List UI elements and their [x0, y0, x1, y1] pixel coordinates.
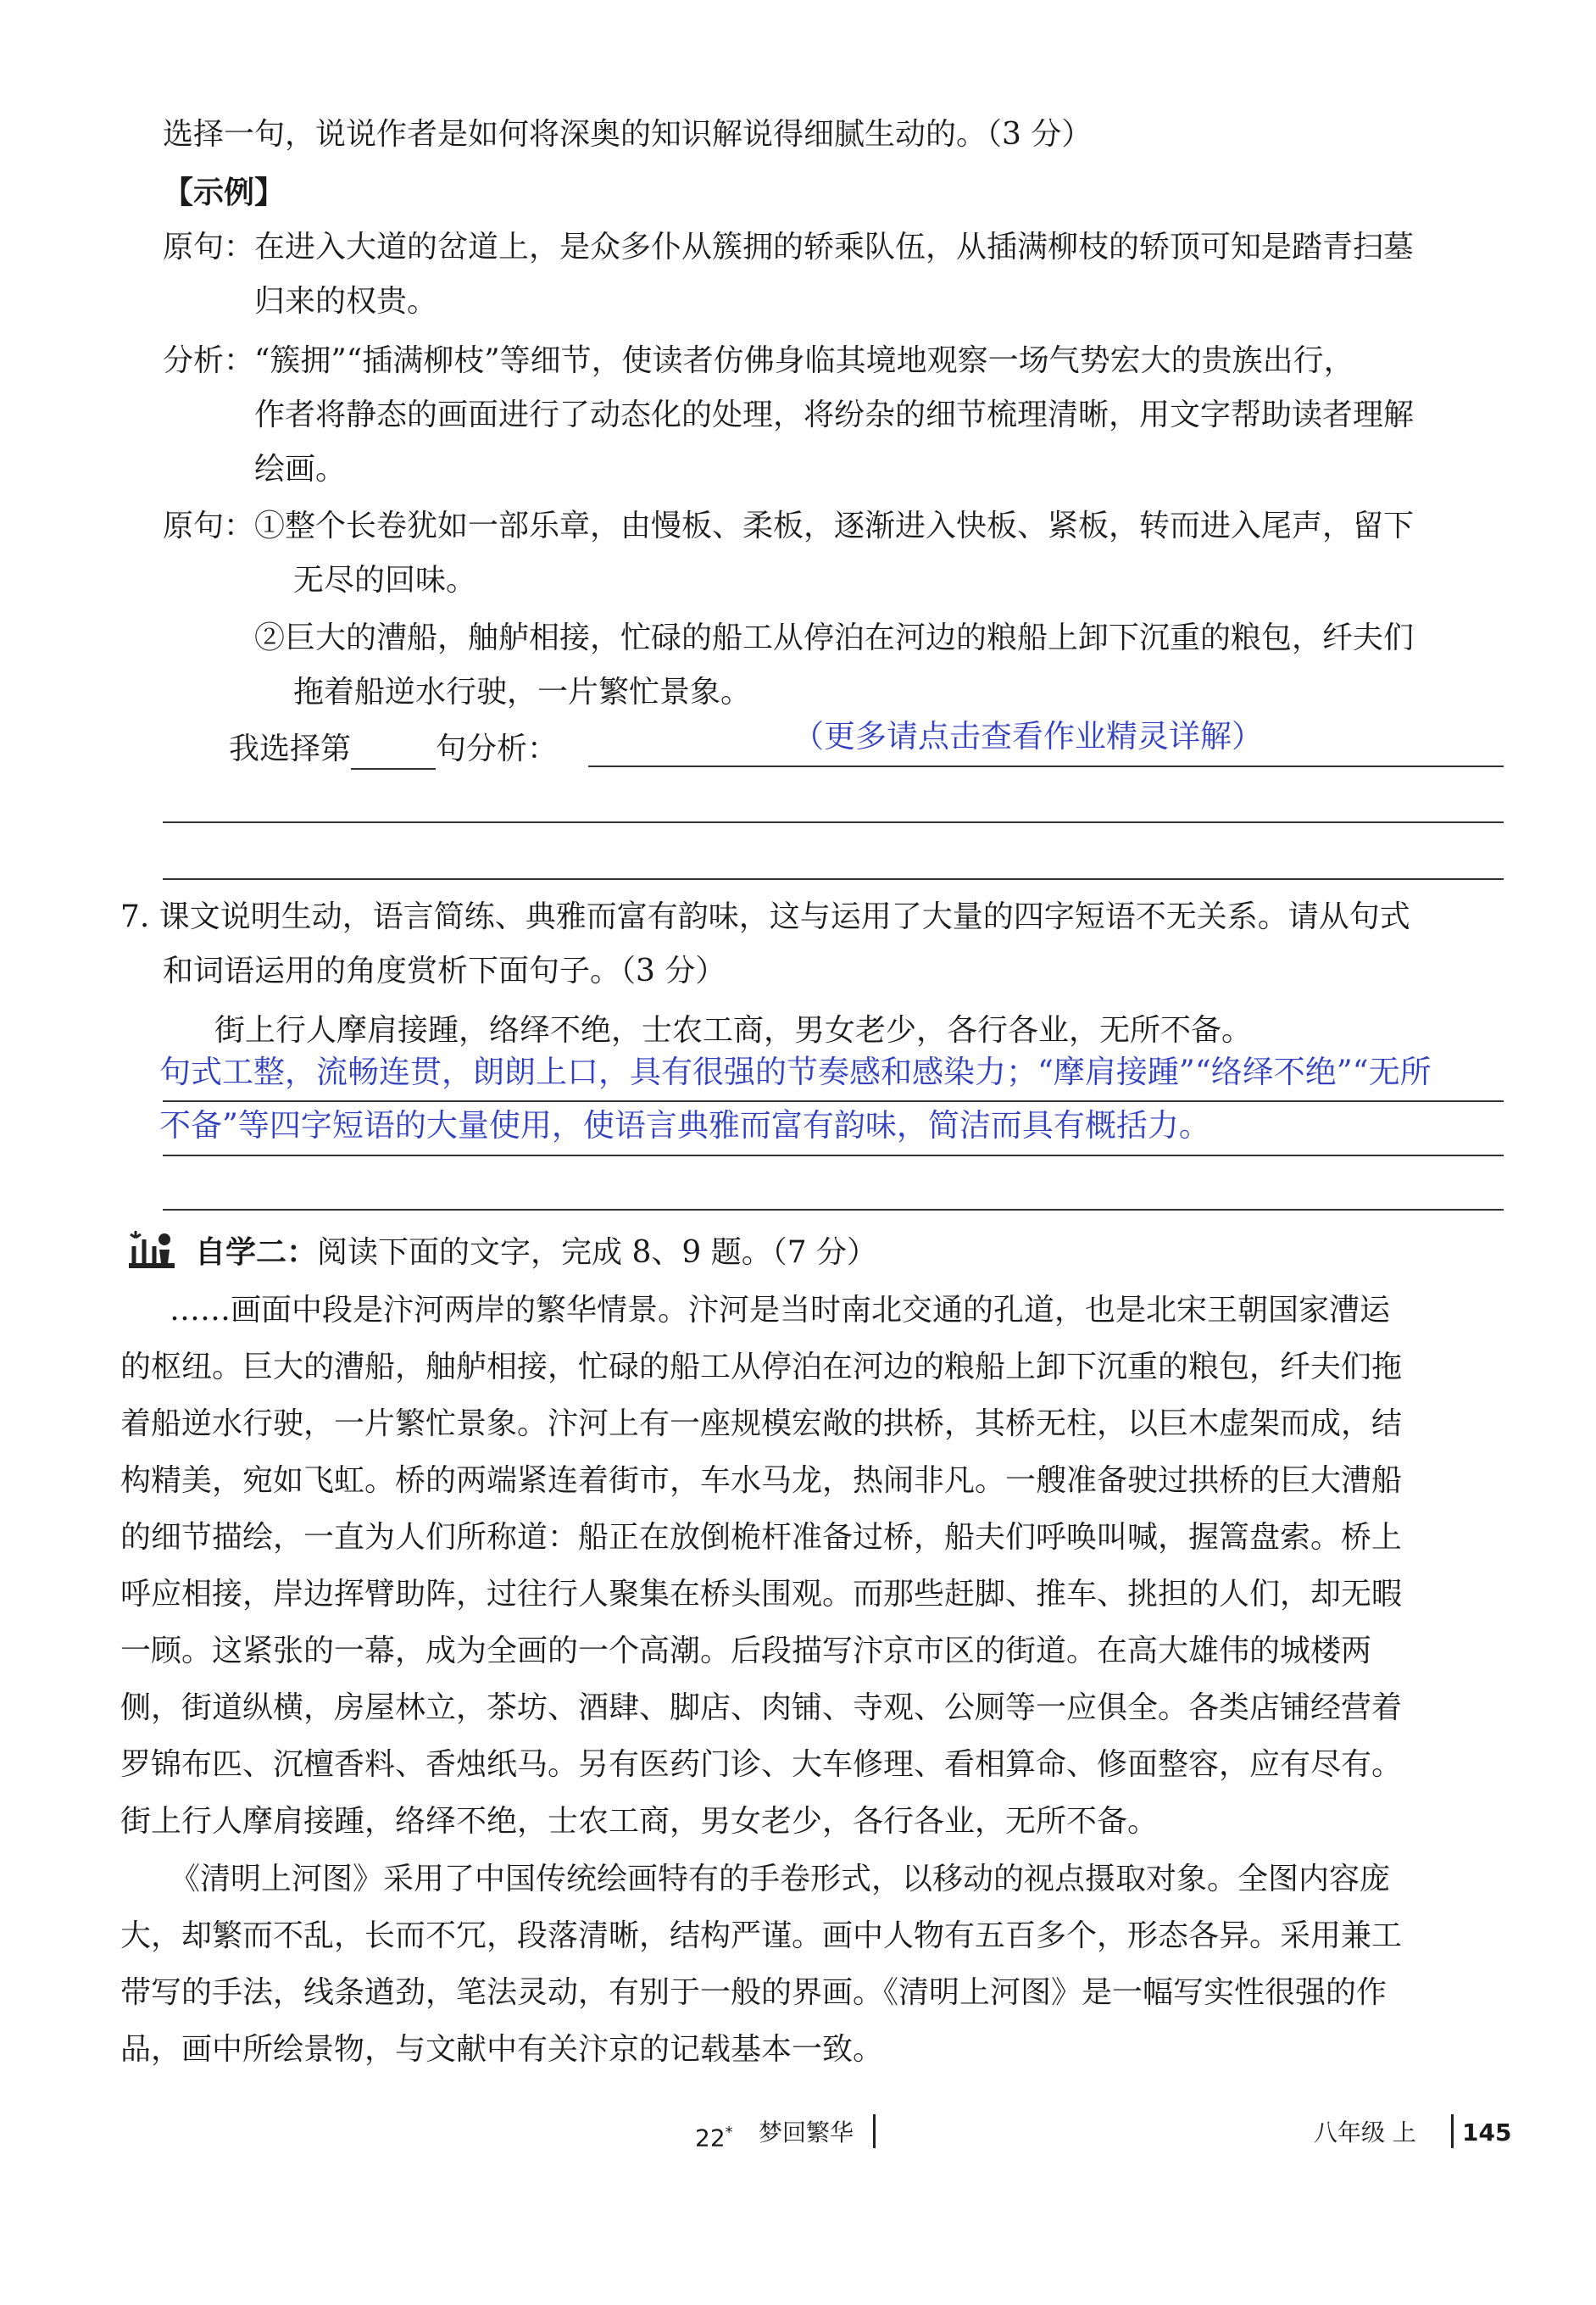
passage-line: 《清明上河图》采用了中国传统绘画特有的手卷形式，以移动的视点摄取对象。全图内容庞 [170, 1862, 1391, 1896]
answer-line [163, 1155, 1504, 1156]
passage-line: 着船逆水行驶，一片繁忙景象。汴河上有一座规模宏敞的拱桥，其桥无柱，以巨木虚架而成，结 [120, 1406, 1403, 1441]
passage-line: 的枢纽。巨大的漕船，舳舻相接，忙碌的船工从停泊在河边的粮船上卸下沉重的粮包，纤夫们拖 [120, 1350, 1403, 1384]
analysis-line-1: “簇拥”“插满柳枝”等细节，使读者仿佛身临其境地观察一场气势宏大的贵族出行， [254, 343, 1354, 378]
passage-line: 罗锦布匹、沉檀香料、香烛纸马。另有医药门诊、大车修理、看相算命、修面整容，应有尽有。 [120, 1747, 1403, 1782]
passage-line: 一顾。这紧张的一幕，成为全画的一个高潮。后段描写汴京市区的街道。在高大雄伟的城楼两 [120, 1634, 1372, 1668]
analysis-line-3: 绘画。 [254, 452, 347, 487]
section-2-header [195, 1233, 877, 1273]
question-7-line-2: 和词语运用的角度赏析下面句子。（3 分） [163, 954, 726, 988]
answer-line [163, 1209, 1504, 1211]
choose-sentence [229, 729, 558, 770]
choose-label-b: 句分析： [436, 732, 559, 766]
original-label-1: 原句： [163, 230, 255, 264]
analysis-line-2: 作者将静态的画面进行了动态化的处理，将纷杂的细节梳理清晰，用文字帮助读者理解 [254, 398, 1415, 432]
answer-line [163, 878, 1504, 880]
answer-7-line-1: 句式工整，流畅连贯，朗朗上口，具有很强的节奏感和感染力；“摩肩接踵”“络绎不绝”“无所 [159, 1054, 1432, 1090]
passage-line: 呼应相接，岸边挥臂助阵，过往行人聚集在桥头围观。而那些赶脚、推车、挑担的人们，却无暇 [120, 1577, 1403, 1612]
original-1-line-1: 在进入大道的岔道上，是众多仆从簇拥的轿乘队伍，从插满柳枝的轿顶可知是踏青扫墓 [254, 230, 1415, 264]
passage-line: 带写的手法，线条遒劲，笔法灵动，有别于一般的界画。《清明上河图》是一幅写实性很强的作 [120, 1975, 1387, 2010]
answer-line [588, 766, 1504, 767]
original-2a-line-2: 无尽的回味。 [293, 563, 477, 598]
section-2-instruction: 阅读下面的文字，完成 8、9 题。（7 分） [317, 1235, 878, 1270]
question-7-line-1: 7. 课文说明生动，语言简练、典雅而富有韵味，这与运用了大量的四字短语不无关系。请从句式 [120, 899, 1410, 934]
passage-line: 街上行人摩肩接踵，络绎不绝，士农工商，男女老少，各行各业，无所不备。 [120, 1804, 1159, 1839]
intro-text: 选择一句，说说作者是如何将深奥的知识解说得细腻生动的。（3 分） [163, 117, 1093, 152]
footer-divider [1451, 2114, 1454, 2148]
section-2-title: 自学二： [195, 1235, 318, 1270]
original-2b-line-1: ②巨大的漕船，舳舻相接，忙碌的船工从停泊在河边的粮船上卸下沉重的粮包，纤夫们 [254, 621, 1415, 655]
footer-grade: 八年级 上 [1314, 2118, 1416, 2146]
analysis-label: 分析： [163, 343, 255, 378]
passage-line: ……画面中段是汴河两岸的繁华情景。汴河是当时南北交通的孔道，也是北宋王朝国家漕运 [170, 1293, 1391, 1328]
passage-line: 品，画中所绘景物，与文献中有关汴京的记载基本一致。 [120, 2032, 884, 2067]
passage-line: 构精美，宛如飞虹。桥的两端紧连着街市，车水马龙，热闹非凡。一艘准备驶过拱桥的巨大漕船 [120, 1463, 1403, 1498]
answer-line [163, 821, 1504, 823]
question-7-quote: 街上行人摩肩接踵，络绎不绝，士农工商，男女老少，各行各业，无所不备。 [214, 1013, 1253, 1048]
footer-lesson-title: 梦回繁华 [759, 2118, 854, 2146]
example-label: 【示例】 [163, 175, 286, 210]
passage-line: 侧，街道纵横，房屋林立，茶坊、酒肆、脚店、肉铺、寺观、公厕等一应俱全。各类店铺经营着 [120, 1690, 1403, 1725]
passage-line: 大，却繁而不乱，长而不冗，段落清晰，结构严谨。画中人物有五百多个，形态各异。采用兼工 [120, 1918, 1403, 1953]
sentence-number-blank[interactable] [351, 736, 436, 770]
passage-line: 的细节描绘，一直为人们所称道：船正在放倒桅杆准备过桥，船夫们呼唤叫喊，握篙盘索。桥上 [120, 1520, 1403, 1555]
choose-label-a: 我选择第 [229, 732, 352, 766]
original-2b-line-2: 拖着船逆水行驶，一片繁忙景象。 [293, 675, 752, 710]
hint-link[interactable]: （更多请点击查看作业精灵详解） [792, 718, 1263, 754]
original-2a-line-1: ①整个长卷犹如一部乐章，由慢板、柔板，逐渐进入快板、紧板，转而进入尾声，留下 [254, 509, 1415, 543]
lesson-star: * [725, 2124, 733, 2141]
footer-lesson-number [695, 2118, 733, 2153]
answer-7-line-2: 不备”等四字短语的大量使用，使语言典雅而富有韵味，简洁而具有概括力。 [159, 1107, 1210, 1144]
page-number: 145 [1462, 2118, 1512, 2146]
reading-icon [125, 1228, 178, 1272]
lesson-number: 22 [695, 2124, 726, 2152]
footer-divider [873, 2114, 876, 2148]
original-1-line-2: 归来的权贵。 [254, 284, 438, 319]
answer-line [163, 1100, 1504, 1102]
original-label-2: 原句： [163, 509, 255, 543]
